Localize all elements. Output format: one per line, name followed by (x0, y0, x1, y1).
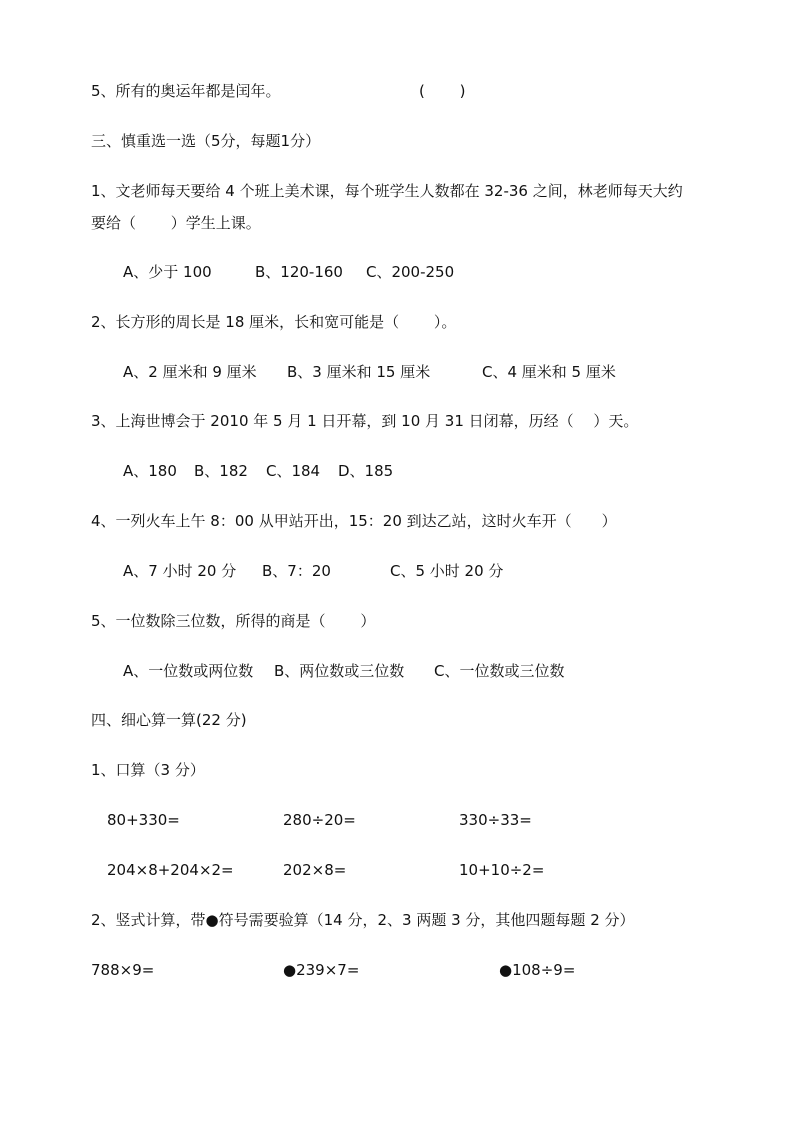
q3-option-c: C、184 (266, 462, 321, 480)
q3-option-d: D、185 (338, 462, 394, 480)
oral-problem: 10+10÷2= (459, 861, 545, 879)
section-3-title: 三、慎重选一选（5分，每题1分） (91, 132, 321, 150)
q3-option-a: A、180 (123, 462, 177, 480)
oral-problem: 202×8= (283, 861, 347, 879)
q5-option-a: A、一位数或两位数 (123, 662, 254, 680)
q2-option-b: B、3 厘米和 15 厘米 (287, 363, 431, 381)
choice-question-2: 2、长方形的周长是 18 厘米，长和宽可能是（ ）。 (91, 313, 457, 331)
vertical-calculation-title: 2、竖式计算，带●符号需要验算（14 分，2、3 两题 3 分，其他四题每题 2 分） (91, 911, 635, 929)
q1-option-a: A、少于 100 (123, 263, 212, 281)
q1-option-b: B、120-160 (255, 263, 343, 281)
oral-problem: 80+330= (107, 811, 180, 829)
choice-question-3: 3、上海世博会于 2010 年 5 月 1 日开幕，到 10 月 31 日闭幕，历经（ ）天。 (91, 412, 639, 430)
oral-problem: 330÷33= (459, 811, 532, 829)
oral-problem: 204×8+204×2= (107, 861, 234, 879)
choice-question-1-line-2: 要给（ ）学生上课。 (91, 214, 261, 232)
oral-problem: 280÷20= (283, 811, 356, 829)
q4-option-b: B、7：20 (262, 562, 331, 580)
choice-question-5: 5、一位数除三位数，所得的商是（ ） (91, 612, 376, 630)
answer-parentheses: ( ) (419, 82, 466, 100)
q2-option-c: C、4 厘米和 5 厘米 (482, 363, 616, 381)
q5-option-b: B、两位数或三位数 (274, 662, 405, 680)
q2-option-a: A、2 厘米和 9 厘米 (123, 363, 257, 381)
q3-option-b: B、182 (194, 462, 248, 480)
q5-option-c: C、一位数或三位数 (434, 662, 565, 680)
vertical-problem: 788×9= (91, 961, 155, 979)
oral-calculation-title: 1、口算（3 分） (91, 761, 205, 779)
vertical-problem: ●239×7= (283, 961, 360, 979)
q4-option-c: C、5 小时 20 分 (390, 562, 504, 580)
q1-option-c: C、200-250 (366, 263, 455, 281)
true-false-question-5: 5、所有的奥运年都是闰年。 (91, 82, 281, 100)
vertical-problem: ●108÷9= (499, 961, 576, 979)
choice-question-1-line-1: 1、文老师每天要给 4 个班上美术课，每个班学生人数都在 32-36 之间，林老师每天大约 (91, 182, 683, 200)
q4-option-a: A、7 小时 20 分 (123, 562, 237, 580)
section-4-title: 四、细心算一算(22 分) (91, 711, 247, 729)
choice-question-4: 4、一列火车上午 8：00 从甲站开出，15：20 到达乙站，这时火车开（ ） (91, 512, 617, 530)
